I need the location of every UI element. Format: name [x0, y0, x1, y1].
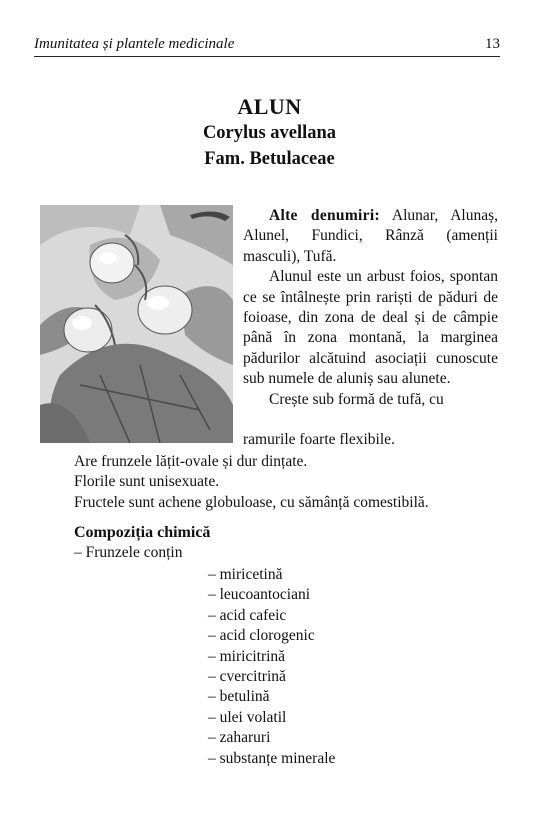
list-item: – substanțe minerale [208, 749, 336, 767]
list-item: – miricitrină [208, 647, 286, 665]
description-block [243, 206, 498, 410]
composition-intro: – Frunzele conțin [74, 544, 183, 561]
plant-name: ALUN [237, 94, 302, 119]
other-names-text: Alunar, Alunaș, Alunel, Fundici, Rânză (amenții masculi), Tufă. [243, 207, 498, 265]
other-names-paragraph [243, 206, 498, 267]
list-item: – cvercitrină [208, 668, 286, 686]
list-item: – zaharuri [208, 729, 271, 747]
page-number: 13 [485, 36, 500, 52]
leaves-line: Are frunzele lățit-ovale și dur dințate. [74, 453, 308, 470]
fruits-line: Fructele sunt achene globuloase, cu sămânță comestibilă. [74, 494, 429, 511]
header-title: Imunitatea și plantele medicinale [34, 36, 235, 52]
list-item: – acid cafeic [208, 606, 287, 624]
flowers-line: Florile sunt unisexuate. [74, 473, 220, 490]
list-item: – acid clorogenic [208, 627, 315, 645]
composition-list [208, 565, 335, 769]
form-paragraph: Crește sub formă de tufă, cu [269, 390, 444, 408]
list-item: – leucoantociani [208, 586, 310, 604]
family-name: Fam. Betulaceae [204, 149, 335, 169]
list-item: – ulei volatil [208, 708, 287, 726]
list-item: – betulină [208, 688, 270, 706]
habitat-paragraph: Alunul este un arbust foios, spontan ce se întâlnește prin rariști de păduri de foioase, din zona de deal și de câmpie până în zona montană, la marginea pădurilor alcătuind asociații cunoscute sub numele de aluniș sau alunete. [243, 268, 498, 388]
latin-name: Corylus avellana [202, 123, 337, 143]
other-names-label: Alte denumiri: [269, 207, 380, 224]
composition-heading: Compoziția chimică [74, 524, 211, 541]
hazelnut-illustration [40, 205, 233, 443]
hazelnut-photo [40, 205, 233, 443]
form-paragraph-continuation: ramurile foarte flexibile. [243, 431, 395, 448]
running-header [34, 34, 500, 57]
list-item: – miricetină [208, 566, 283, 583]
